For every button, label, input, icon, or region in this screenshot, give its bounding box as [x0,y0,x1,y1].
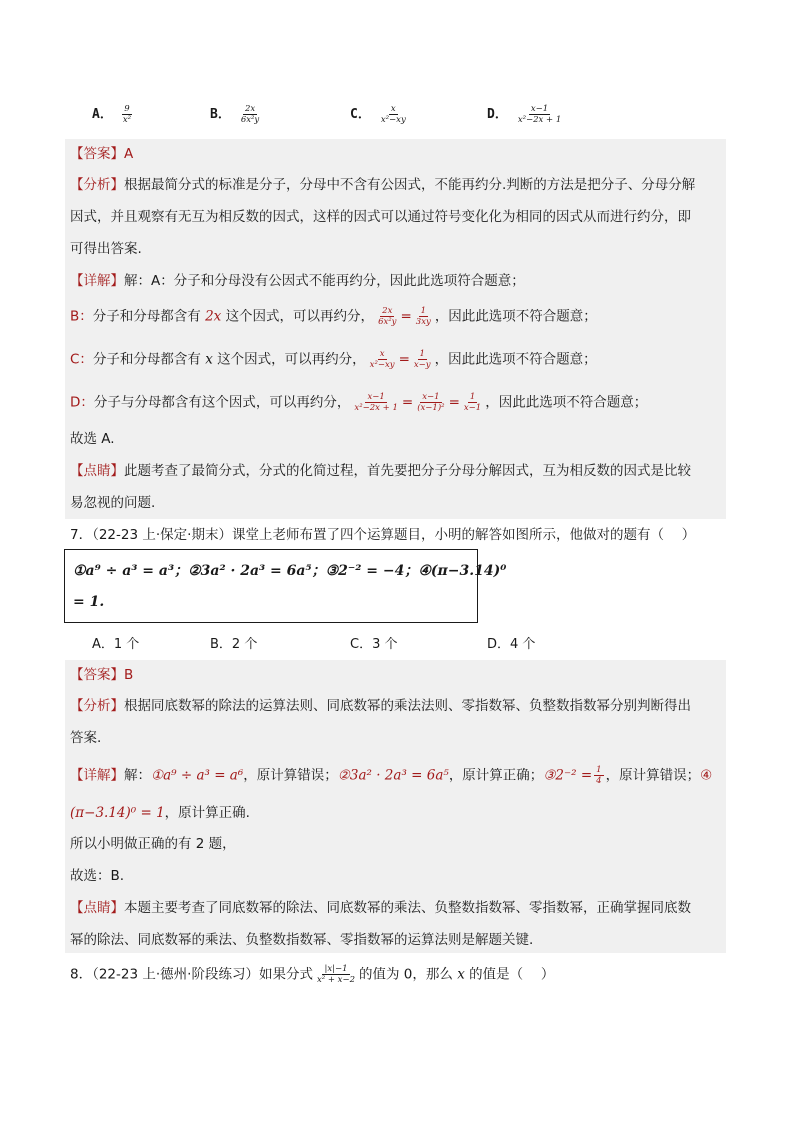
fraction: $\frac{1}{3xy}$ [415,306,431,327]
q7-detail-line-1: 【详解】解：①a⁹ ÷ a³ = a⁶，原计算错误；②3a² · 2a³ = 6a⁵，原计算正确；③2⁻² = $\frac{1}{4}$ ，原计算错误；④ [70,765,713,786]
q6-option-a [92,103,135,125]
analysis-tag: 【分析】 [70,177,124,193]
q7-option-d: D．4 个 [487,637,536,652]
q7-student-work-box [64,549,507,623]
q6-detail-c: C：分子和分母都含有 x 这个因式，可以再约分， $\frac{x}{\text{x²−xy}}$ = $\frac{1}{x-y}$ ，因此此选项不符合题意； [70,349,597,370]
q6-point-line-2: 易忽视的问题. [70,495,156,511]
q6-detail-d: D：分子与分母都含有这个因式，可以再约分， $\frac{x-1}{\text{x²−2x + 1}}$ = $\frac{x-1}{\text{(x−1)²}}$ = $\frac{1}{x-1}$ ，因此此选项不符合题意； [70,392,648,413]
fraction: $\frac{x-1}{\text{(x−1)²}}$ [417,392,445,413]
q7-box-line-2: = 1. [73,594,105,610]
q7-stem: 7．（22-23 上·保定·期末）课堂上老师布置了四个运算题目，小明的解答如图所示，他做对的题有（ ） [70,527,696,543]
q7-option-b: B．2 个 [210,637,258,652]
q7-option-c: C．3 个 [350,637,398,652]
point-tag: 【点睛】 [70,900,124,916]
q6-option-d [487,103,565,125]
detail-tag: 【详解】 [70,273,124,289]
q6-answer [70,144,133,164]
q7-analysis-line-2: 答案. [70,730,102,746]
option-fraction: $\frac{x}{\text{x²−xy}}$ [380,104,406,125]
analysis-tag: 【分析】 [70,698,124,714]
option-label: D． [487,107,508,122]
q6-option-c [350,103,410,125]
q7-box-line-1: ①a⁹ ÷ a³ = a³；②3a² · 2a³ = 6a⁵；③2⁻² = −4；④(π−3.14)⁰ [73,563,507,579]
q7-so-line: 所以小明做正确的有 2 题， [70,836,236,852]
q7-point-line-2: 幂的除法、同底数幂的乘法、负整数指数幂、零指数幂的运算法则是解题关键. [70,932,534,948]
q7-option-a: A．1 个 [92,637,140,652]
point-tag: 【点睛】 [70,463,124,479]
option-fraction: $\frac{9}{\text{x²}}$ [122,104,132,125]
fraction: $\frac{1}{4}$ [596,765,602,786]
q7-choose: 故选：B. [70,868,125,884]
detail-tag: 【详解】 [70,767,124,784]
q7-analysis-line-1: 【分析】根据同底数幂的除法的运算法则、同底数幂的乘法法则、零指数幂、负整数指数幂分别判断得出 [70,698,691,714]
fraction: $\frac{1}{x-y}$ [413,349,431,370]
answer-value: A [124,146,134,162]
q7-detail-line-2: (π−3.14)⁰ = 1，原计算正确. [70,805,250,821]
answer-tag: 【答案】 [70,667,124,683]
fraction: $\frac{x-1}{\text{x²−2x + 1}}$ [354,392,398,413]
fraction: $\frac{x}{\text{x²−xy}}$ [369,349,395,370]
q7-answer [70,665,133,685]
q6-analysis-line-1: 【分析】根据最简分式的标准是分子，分母中不含有公因式，不能再约分.判断的方法是把分子、分母分解 [70,177,696,193]
fraction: $\frac{1}{x-1}$ [463,392,482,413]
q6-analysis-line-3: 可得出答案. [70,241,142,257]
option-fraction: $\frac{x-1}{\text{x²−2x + 1}}$ [517,104,562,125]
q6-choose: 故选 A. [70,431,115,447]
fraction: $\frac{|x|-1}{\text{x² + x−2}}$ [316,964,356,985]
q6-option-b [210,103,263,125]
option-label: C． [350,107,371,122]
fraction: $\frac{2x}{\text{6x²y}}$ [378,306,397,327]
answer-value: B [124,667,134,683]
q8-stem: 8．（22-23 上·德州·阶段练习）如果分式 $\frac{|x|-1}{\text{x² + x−2}}$ 的值为 0，那么 x 的值是（ ） [70,964,555,985]
q6-analysis-line-2: 因式，并且观察有无互为相反数的因式，这样的因式可以通过符号变化化为相同的因式从而进行约分，即 [70,209,691,225]
option-label: A． [92,107,113,122]
answer-tag: 【答案】 [70,146,124,162]
q6-detail-b: B：分子和分母都含有 2x 这个因式，可以再约分， $\frac{2x}{\text{6x²y}}$ = $\frac{1}{3xy}$ ，因此此选项不符合题意； [70,306,597,327]
q7-point-line-1: 【点睛】本题主要考查了同底数幂的除法、同底数幂的乘法、负整数指数幂、零指数幂，正确掌握同底数 [70,900,691,916]
q6-detail-a: 【详解】解：A：分子和分母没有公因式不能再约分，因此此选项符合题意； [70,273,525,289]
option-label: B． [210,107,231,122]
option-fraction: $\frac{2x}{\text{6x²y}}$ [240,104,260,125]
q6-point-line-1: 【点睛】此题考查了最简分式，分式的化简过程，首先要把分子分母分解因式，互为相反数的因式是比较 [70,463,691,479]
